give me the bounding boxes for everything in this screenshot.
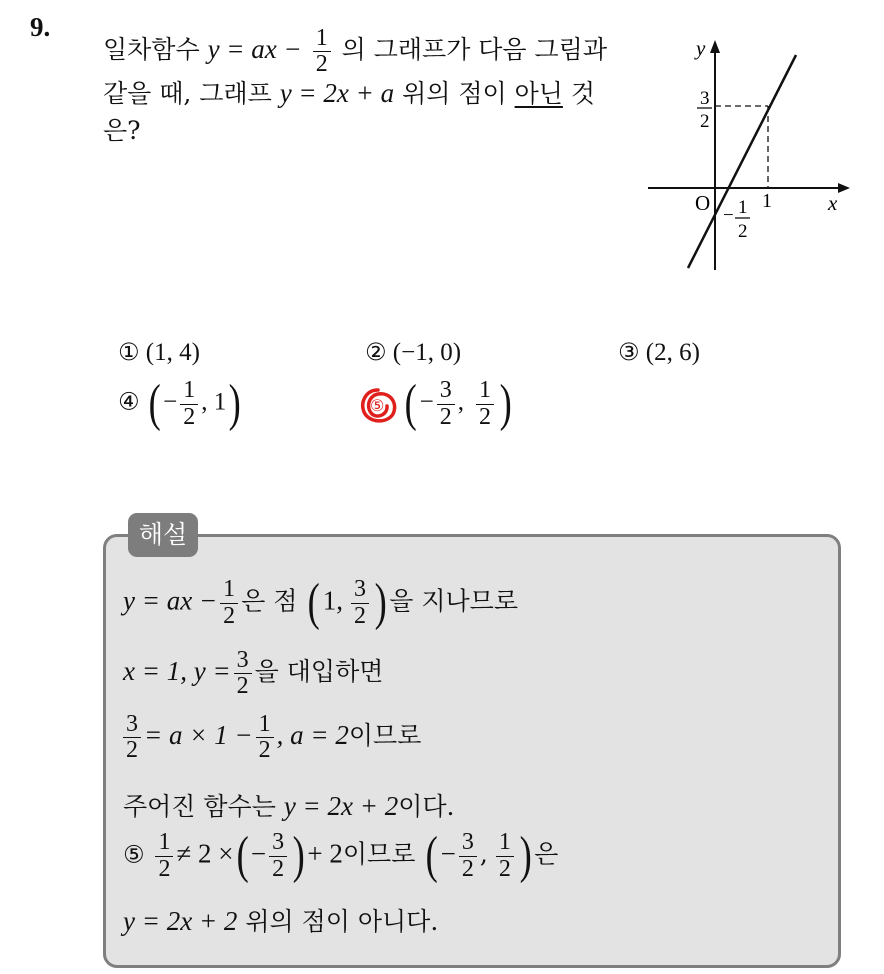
origin-label: O (695, 191, 711, 215)
y-axis-label: y (696, 36, 706, 60)
solution-line-2: x = 1, y = $\frac{3}{2}$ 을 대입하면 (123, 647, 384, 700)
choice-4[interactable]: ④ ( − $\frac{1}{2}$ , 1) (118, 375, 241, 432)
choice-text: (2, 6) (645, 339, 700, 366)
x-axis-arrow (838, 183, 850, 193)
x-point-label: 1 (762, 190, 772, 212)
choice-mark: ④ (118, 387, 140, 416)
solution-tab: 해설 (128, 513, 198, 557)
stem-text: 것 (570, 79, 596, 108)
stem-equation: y = 2x + a (279, 78, 395, 108)
question-number: 9. (30, 12, 51, 42)
stem-equation: y = ax − (207, 34, 302, 65)
stem-text: 의 그래프가 다음 그림과 (341, 35, 607, 65)
solution-line-4: 주어진 함수는 y = 2x + 2이다. (123, 791, 455, 821)
question-line-3: 은? (103, 116, 141, 145)
choice-5[interactable]: ⑤ ( − $\frac{3}{2}$ , $\frac{1}{2}$ ) (356, 378, 514, 430)
solution-line-3: $\frac{3}{2}$ = a × 1 − $\frac{1}{2}$ , a = 2이므로 (123, 712, 421, 763)
choice-3[interactable] (618, 338, 700, 367)
stem-text: 위의 점이 (402, 79, 507, 108)
stem-underlined-word: 아닌 (514, 79, 563, 108)
choice-mark: ② (365, 338, 387, 366)
y-axis-arrow (710, 40, 720, 53)
solution-line-5: ⑤ $\frac{1}{2}$ ≠ 2 ×(− $\frac{3}{2}$ )+ 2이므로 (− $\frac{3}{2}$ , $\frac{1}{2}$ ) 은 (123, 827, 559, 884)
solution-line-6: y = 2x + 2 위의 점이 아니다. (123, 906, 439, 936)
x-axis-label: x (828, 191, 838, 215)
stem-text: 같을 때, 그래프 (103, 79, 272, 108)
intercept-den: 2 (738, 221, 748, 242)
choice-1[interactable] (118, 338, 200, 367)
y-point-den: 2 (700, 111, 710, 132)
solution-line-1: y = ax − $\frac{1}{2}$ 은 점 (1, $\frac{3}{2}$ ) 을 지나므로 (123, 574, 518, 631)
question-line-1 (103, 26, 607, 77)
choice-text: (−1, 0) (392, 339, 462, 366)
intercept-sign: − (723, 205, 734, 226)
choice-mark: ① (118, 338, 140, 366)
linear-function-graph (640, 35, 855, 275)
svg-text:⑤: ⑤ (370, 396, 385, 415)
choice-mark: ③ (618, 338, 640, 366)
choice-2[interactable] (365, 338, 461, 367)
y-point-num: 3 (700, 88, 710, 109)
stem-fraction: $\frac{1}{2}$ (313, 26, 331, 77)
question-line-2 (103, 80, 595, 107)
stem-text: 일차함수 (103, 35, 200, 65)
choice-text: (1, 4) (145, 339, 200, 366)
intercept-num: 1 (738, 197, 748, 218)
answer-marker-icon (356, 382, 400, 426)
